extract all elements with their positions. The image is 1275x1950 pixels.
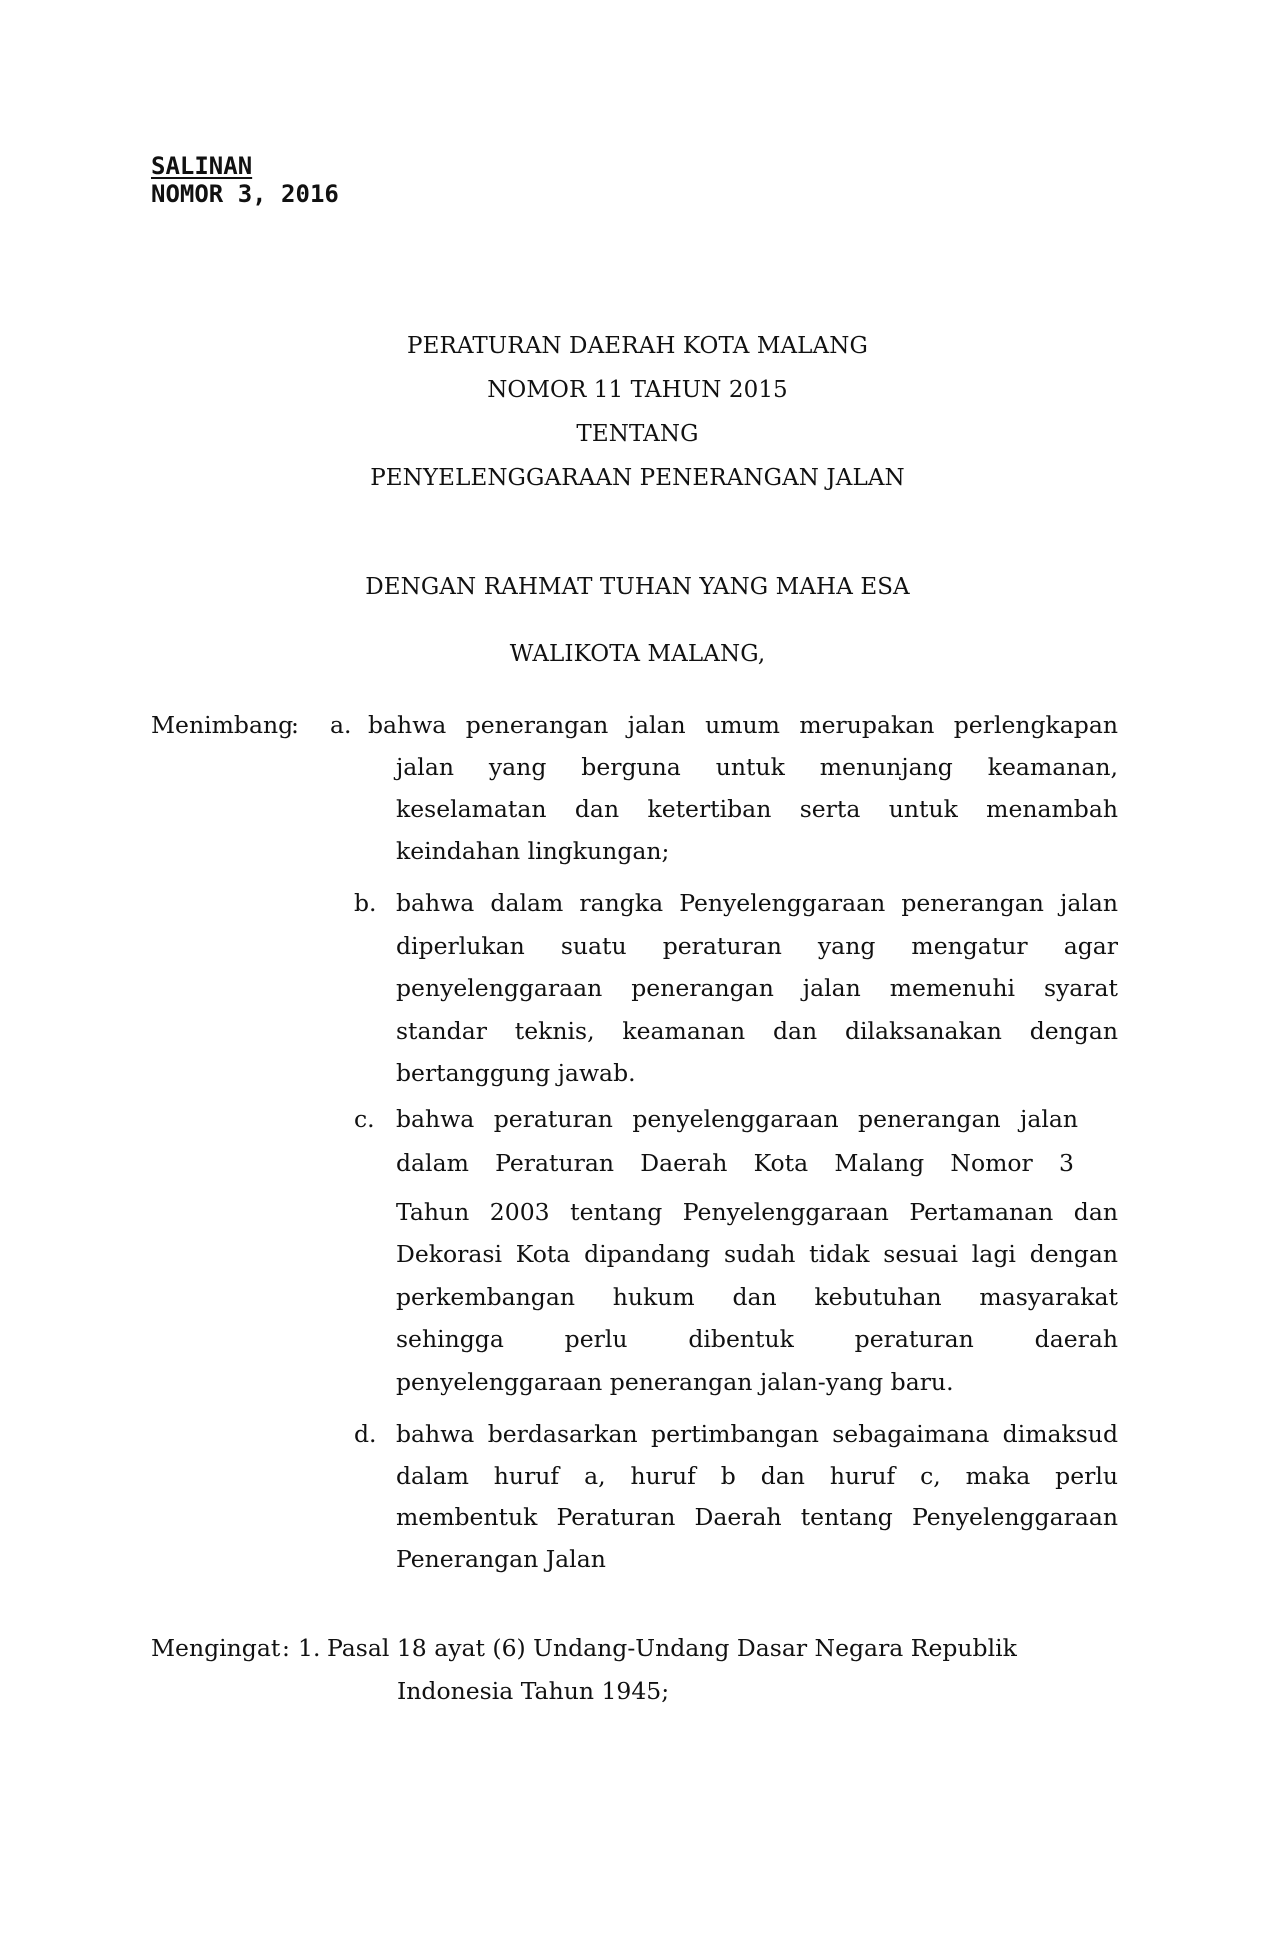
menimbang-label: Menimbang xyxy=(151,711,294,739)
menimbang-line: Penerangan Jalan xyxy=(396,1545,606,1573)
regulation-title: PERATURAN DAERAH KOTA MALANG xyxy=(407,333,868,359)
menimbang-line: jalan yang berguna untuk menunjang keamanan, xyxy=(396,753,1118,781)
menimbang-colon: : xyxy=(291,711,299,739)
menimbang-line: penyelenggaraan penerangan jalan-yang baru. xyxy=(396,1368,954,1396)
mengingat-label: Mengingat xyxy=(151,1634,281,1662)
salinan-label: SALINAN xyxy=(151,152,253,180)
preamble-walikota: WALIKOTA MALANG, xyxy=(509,641,766,667)
mengingat-item-number: 1. xyxy=(298,1634,321,1662)
menimbang-item-letter: d. xyxy=(354,1420,377,1448)
menimbang-line: bahwa berdasarkan pertimbangan sebagaimana dimaksud xyxy=(396,1420,1118,1448)
menimbang-item-letter: b. xyxy=(354,889,377,917)
regulation-subject: PENYELENGGARAAN PENERANGAN JALAN xyxy=(370,465,905,491)
menimbang-line: sehingga perlu dibentuk peraturan daerah xyxy=(396,1325,1118,1353)
menimbang-line: standar teknis, keamanan dan dilaksanakan dengan xyxy=(396,1017,1118,1045)
menimbang-line: diperlukan suatu peraturan yang mengatur agar xyxy=(396,932,1118,960)
menimbang-line: bahwa peraturan penyelenggaraan penerangan jalan xyxy=(396,1105,1078,1133)
menimbang-line: dalam Peraturan Daerah Kota Malang Nomor 3 xyxy=(396,1149,1074,1177)
menimbang-item-letter: c. xyxy=(354,1105,375,1133)
mengingat-colon: : xyxy=(282,1634,290,1662)
menimbang-line: bahwa penerangan jalan umum merupakan perlengkapan xyxy=(368,711,1118,739)
menimbang-line: Tahun 2003 tentang Penyelenggaraan Pertamanan dan xyxy=(396,1198,1118,1226)
menimbang-line: keselamatan dan ketertiban serta untuk menambah xyxy=(396,795,1118,823)
mengingat-line: Indonesia Tahun 1945; xyxy=(397,1677,670,1705)
regulation-tentang: TENTANG xyxy=(576,421,699,447)
regulation-number: NOMOR 11 TAHUN 2015 xyxy=(487,377,788,403)
menimbang-line: Dekorasi Kota dipandang sudah tidak sesuai lagi dengan xyxy=(396,1240,1118,1268)
mengingat-line: Pasal 18 ayat (6) Undang-Undang Dasar Negara Republik xyxy=(327,1634,1017,1662)
preamble-rahmat: DENGAN RAHMAT TUHAN YANG MAHA ESA xyxy=(365,574,910,600)
menimbang-line: bahwa dalam rangka Penyelenggaraan penerangan jalan xyxy=(396,889,1118,917)
menimbang-line: membentuk Peraturan Daerah tentang Penyelenggaraan xyxy=(396,1503,1118,1531)
menimbang-line: bertanggung jawab. xyxy=(396,1059,636,1087)
menimbang-line: dalam huruf a, huruf b dan huruf c, maka perlu xyxy=(396,1462,1118,1490)
menimbang-item-letter: a. xyxy=(330,711,352,739)
menimbang-line: penyelenggaraan penerangan jalan memenuhi syarat xyxy=(396,974,1118,1002)
menimbang-line: keindahan lingkungan; xyxy=(396,837,670,865)
gazette-number: NOMOR 3, 2016 xyxy=(151,180,339,208)
menimbang-line: perkembangan hukum dan kebutuhan masyarakat xyxy=(396,1283,1118,1311)
